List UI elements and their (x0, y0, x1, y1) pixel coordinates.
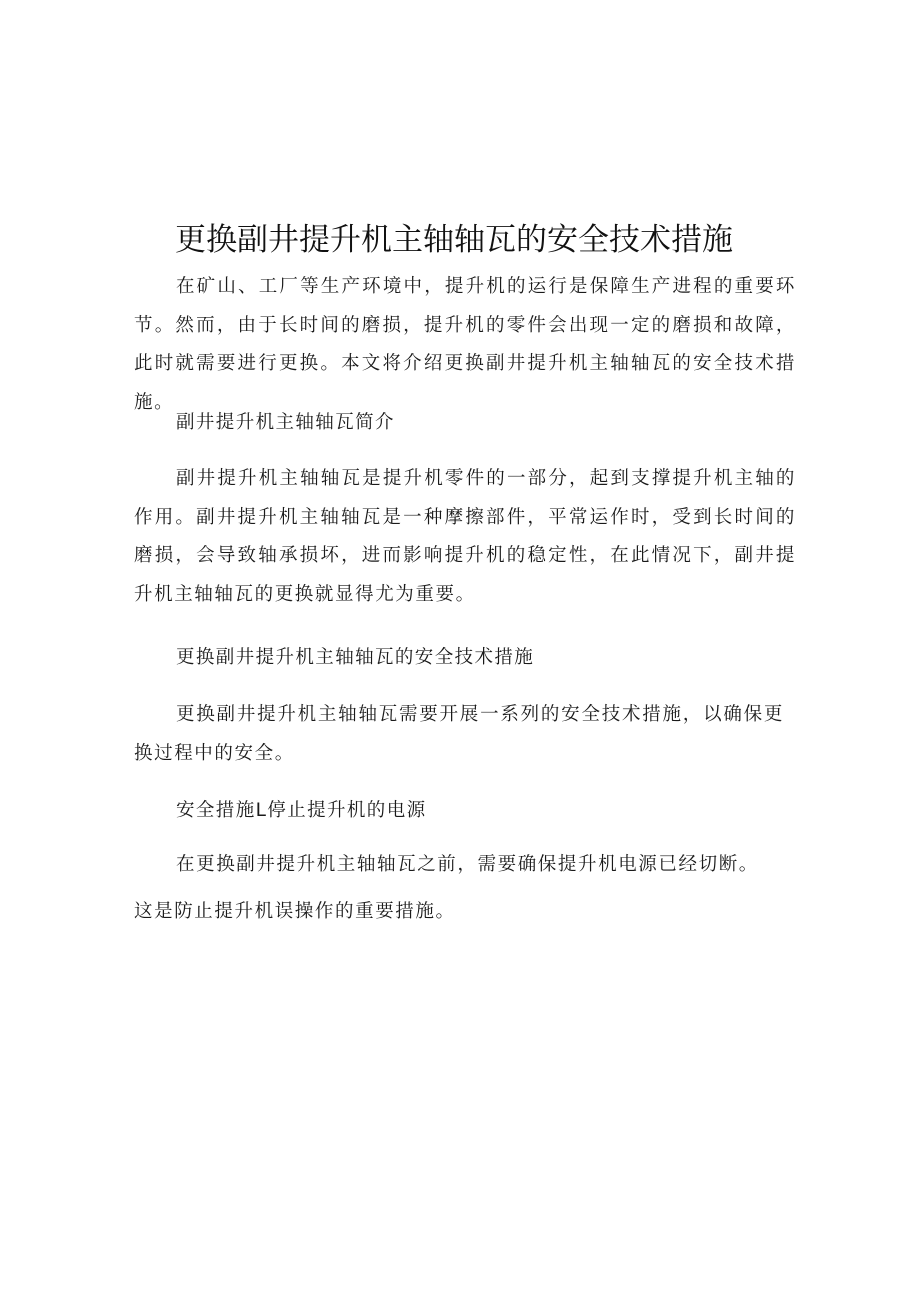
measure1-heading: 安全措施L停止提升机的电源 (176, 800, 427, 821)
section1-heading: 副井提升机主轴轴瓦简介 (176, 412, 395, 433)
section1-paragraph: 副井提升机主轴轴瓦是提升机零件的一部分，起到支撑提升机主轴的作用。副井提升机主轴轴瓦是一种摩擦部件，平常运作时，受到长时间的磨损，会导致轴承损坏，进而影响提升机的稳定性，在此情况下，副井提升机主轴轴瓦的更换就显得尤为重要。 (134, 468, 796, 605)
section2-heading: 更换副井提升机主轴轴瓦的安全技术措施 (176, 647, 535, 668)
measure1-line1: 在更换副井提升机主轴轴瓦之前，需要确保提升机电源已经切断。 (176, 854, 759, 875)
intro-paragraph: 在矿山、工厂等生产环境中，提升机的运行是保障生产进程的重要环节。然而，由于长时间的磨损，提升机的零件会出现一定的磨损和故障，此时就需要进行更换。本文将介绍更换副井提升机主轴轴瓦的安全技术措施。 (134, 276, 796, 413)
document-title: 更换副井提升机主轴轴瓦的安全技术措施 (175, 222, 733, 258)
measure1-line2: 这是防止提升机误操作的重要措施。 (134, 901, 456, 922)
section2-paragraph: 更换副井提升机主轴轴瓦需要开展一系列的安全技术措施，以确保更换过程中的安全。 (134, 704, 784, 764)
